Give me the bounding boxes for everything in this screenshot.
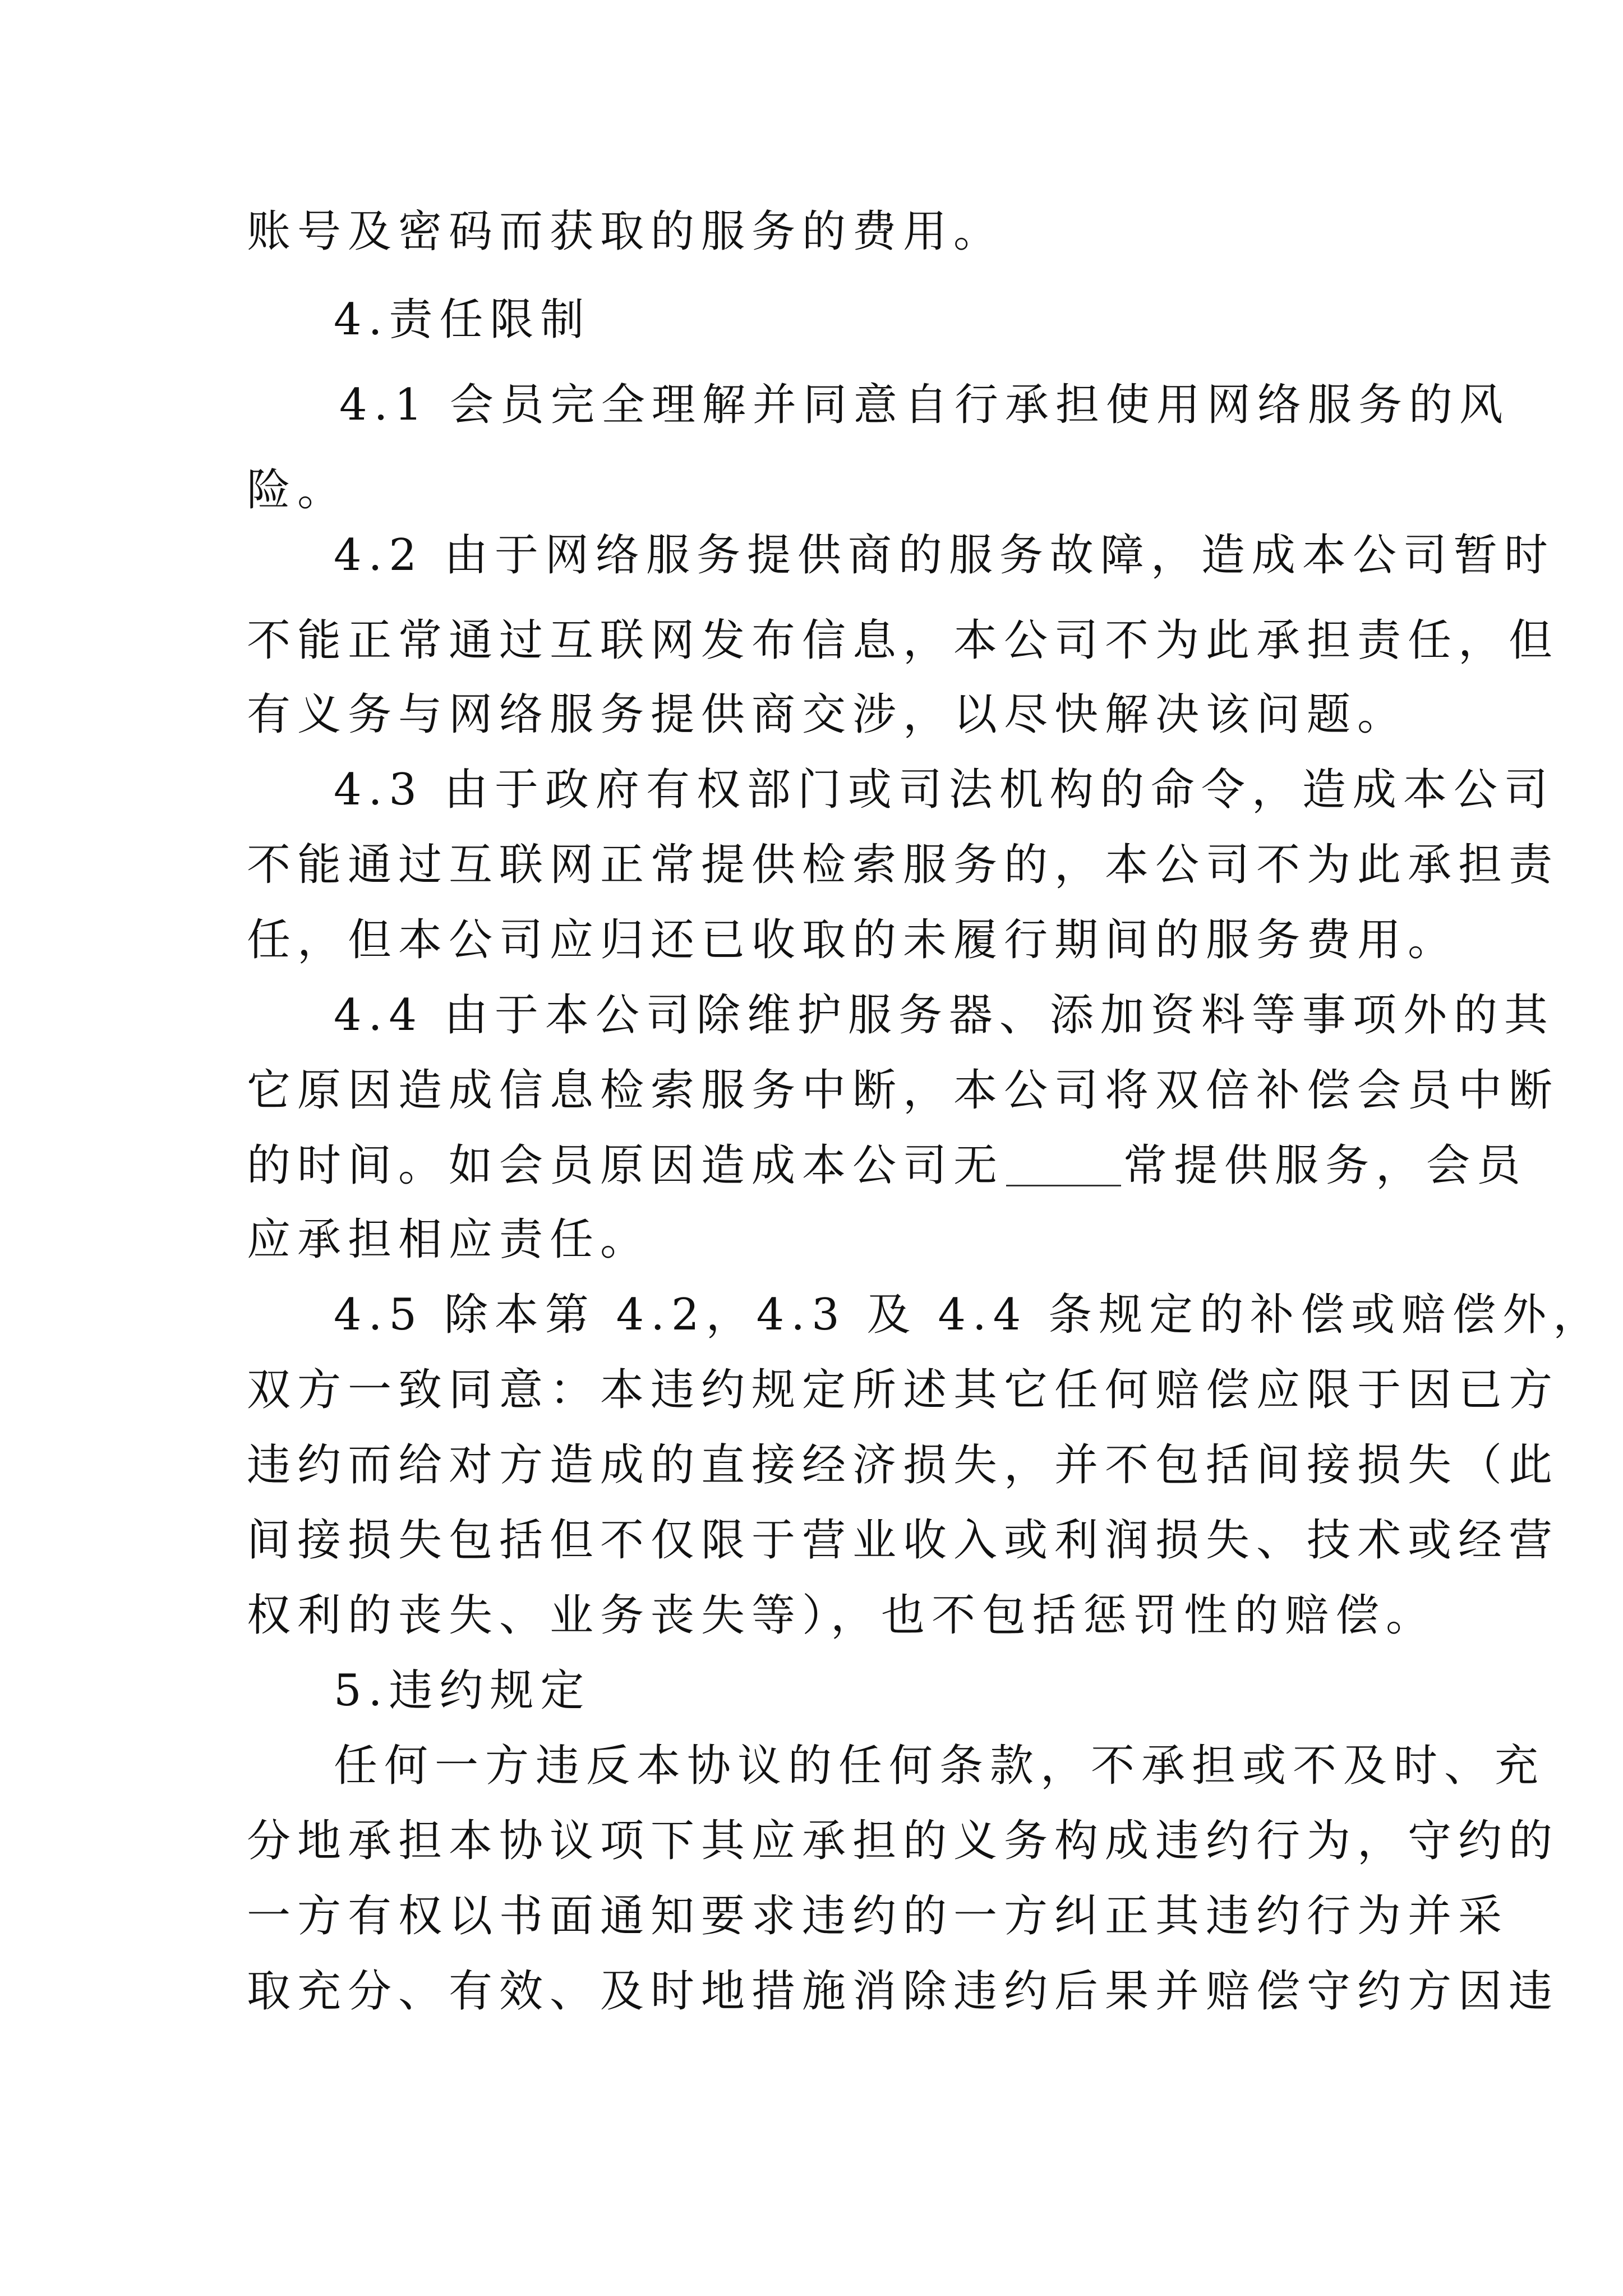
section-heading-5: 5.违约规定 — [334, 1665, 591, 1716]
clause-4-4-line-3 — [247, 1126, 1528, 1205]
clause-4-3-line-3: 任，但本公司应归还已收取的未履行期间的服务费用。 — [247, 915, 1459, 965]
clause-4-5-line-4: 间接损失包括但不仅限于营业收入或利润损失、技术或经营 — [247, 1515, 1560, 1566]
section-5-line-2: 分地承担本协议项下其应承担的义务构成违约行为，守约的 — [247, 1816, 1560, 1866]
section-5-line-1: 任何一方违反本协议的任何条款，不承担或不及时、充 — [334, 1741, 1546, 1791]
section-5-line-4: 取充分、有效、及时地措施消除违约后果并赔偿守约方因违 — [247, 1966, 1560, 2017]
clause-4-5-line-2: 双方一致同意：本违约规定所述其它任何赔偿应限于因已方 — [247, 1365, 1560, 1415]
clause-4-4-line-2: 它原因造成信息检索服务中断，本公司将双倍补偿会员中断 — [247, 1065, 1560, 1116]
blank-line — [1006, 1141, 1121, 1186]
clause-4-4-line-3-text-after-blank: 常提供服务，会员 — [1123, 1140, 1528, 1191]
clause-4-1-line-2: 险。 — [247, 465, 348, 516]
clause-4-3-line-2: 不能通过互联网正常提供检索服务的，本公司不为此承担责 — [247, 840, 1560, 890]
clause-4-2-line-3: 有义务与网络服务提供商交涉，以尽快解决该问题。 — [247, 689, 1408, 740]
clause-4-5-line-1: 4.5 除本第 4.2，4.3 及 4.4 条规定的补偿或赔偿外， — [334, 1290, 1604, 1340]
clause-4-2-line-1: 4.2 由于网络服务提供商的服务故障，造成本公司暂时 — [334, 530, 1555, 581]
clause-4-4-line-3-text-before-blank: 的时间。如会员原因造成本公司无 — [247, 1140, 1004, 1191]
clause-4-3-line-1: 4.3 由于政府有权部门或司法机构的命令，造成本公司 — [334, 765, 1555, 815]
section-5-line-3: 一方有权以书面通知要求违约的一方纠正其违约行为并采 — [247, 1891, 1509, 1941]
clause-4-4-line-4: 应承担相应责任。 — [247, 1214, 651, 1265]
clause-4-2-line-2: 不能正常通过互联网发布信息，本公司不为此承担责任，但 — [247, 615, 1560, 666]
clause-4-5-line-5: 权利的丧失、业务丧失等），也不包括惩罚性的赔偿。 — [247, 1590, 1437, 1641]
clause-4-5-line-3: 违约而给对方造成的直接经济损失，并不包括间接损失（此 — [247, 1440, 1560, 1490]
section-heading-4: 4.责任限制 — [334, 295, 591, 345]
clause-4-1-line-1: 4.1 会员完全理解并同意自行承担使用网络服务的风 — [339, 380, 1510, 430]
text-line-1: 账号及密码而获取的服务的费用。 — [247, 206, 1004, 257]
clause-4-4-line-1: 4.4 由于本公司除维护服务器、添加资料等事项外的其 — [334, 990, 1555, 1041]
